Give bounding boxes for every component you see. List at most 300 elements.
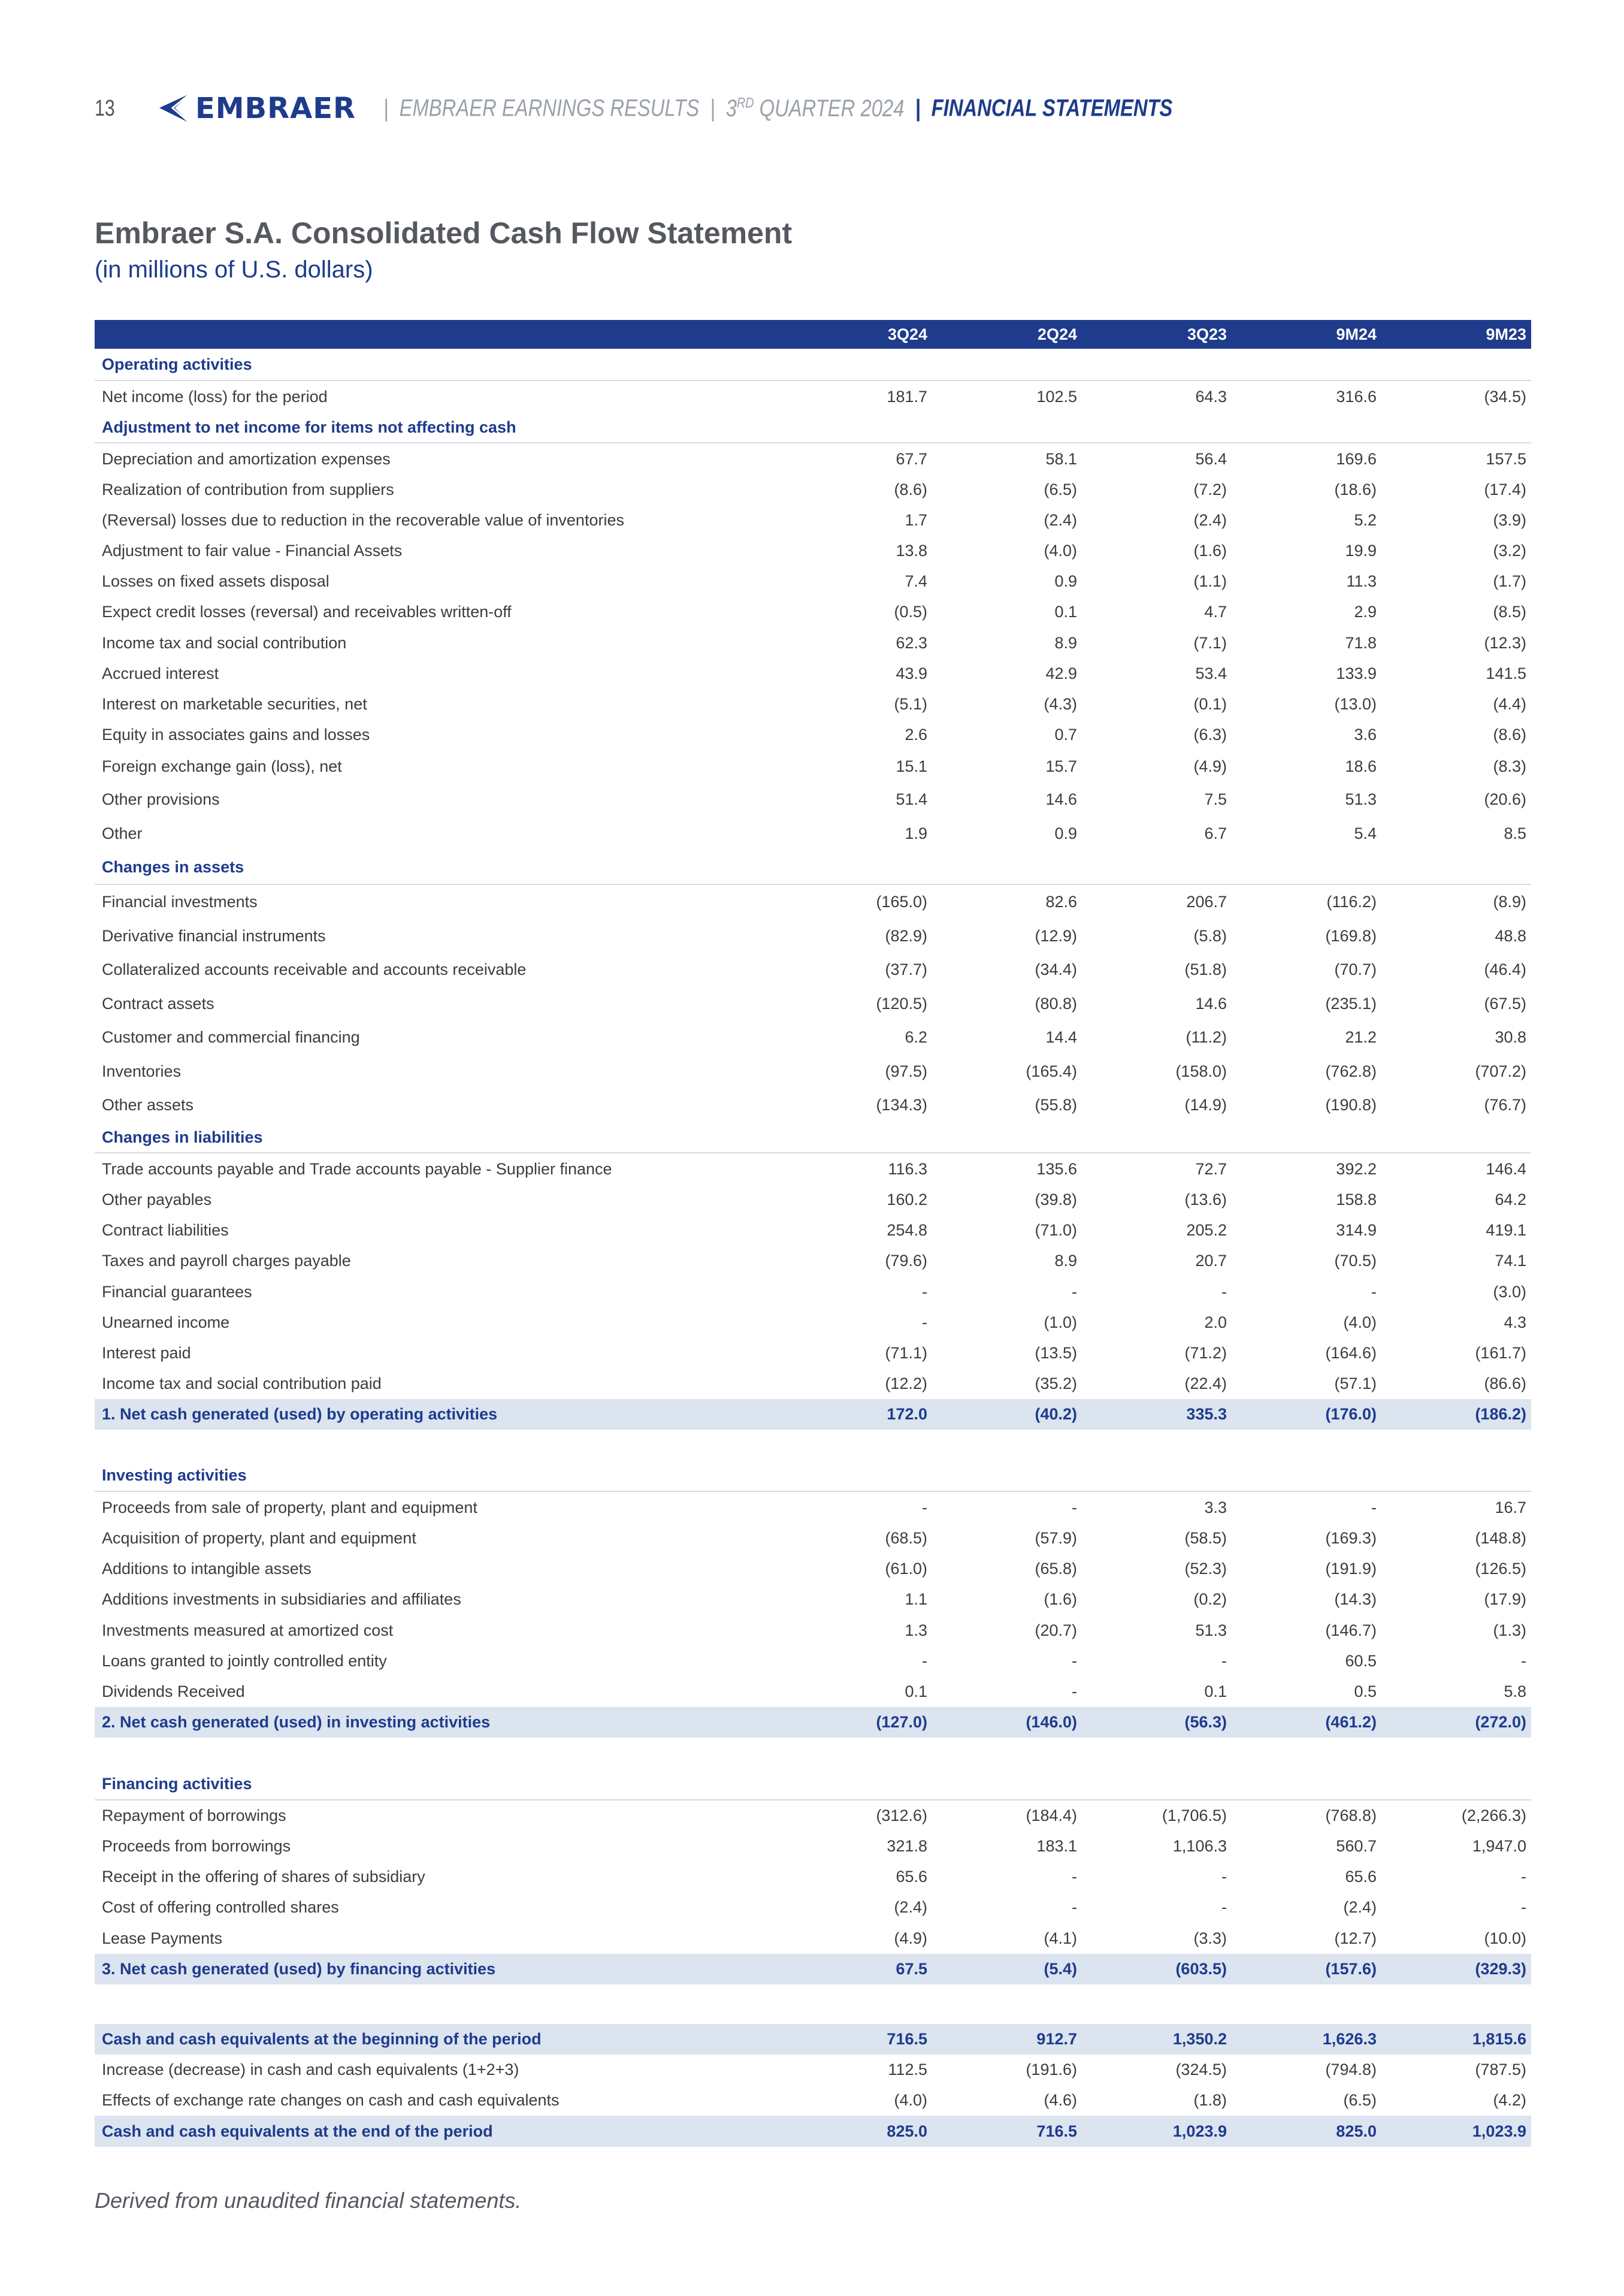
row-label: Repayment of borrowings [102, 1806, 286, 1824]
brand-name: EMBRAER [195, 92, 356, 125]
value-cell: (20.6) [1484, 790, 1526, 808]
value-cell: 30.8 [1495, 1028, 1526, 1046]
value-cell: 825.0 [1336, 2122, 1377, 2140]
value-cell: - [1072, 1282, 1077, 1301]
value-cell: (134.3) [876, 1096, 927, 1114]
value-cell: (10.0) [1484, 1929, 1526, 1947]
table-row [95, 953, 1531, 987]
table-row [95, 1800, 1531, 1831]
value-cell: (3.2) [1493, 542, 1526, 560]
column-header: 3Q24 [887, 325, 927, 343]
table-row [95, 2085, 1531, 2116]
table-row [95, 475, 1531, 505]
table-row [95, 720, 1531, 750]
spacer-row [95, 1984, 1531, 2024]
table-row [95, 1523, 1531, 1554]
breadcrumb-report: EMBRAER EARNINGS RESULTS [399, 95, 700, 122]
row-label: Trade accounts payable and Trade accounts payable - Supplier finance [102, 1159, 612, 1178]
value-cell: 19.9 [1345, 542, 1377, 560]
value-cell: 6.2 [905, 1028, 927, 1046]
value-cell: (55.8) [1035, 1096, 1077, 1114]
table-row [95, 1088, 1531, 1122]
value-cell: - [922, 1498, 927, 1516]
table-row [95, 919, 1531, 953]
table-row [95, 381, 1531, 412]
value-cell: (190.8) [1325, 1096, 1377, 1114]
value-cell: 62.3 [896, 633, 927, 652]
breadcrumb-quarter: 3RD QUARTER 2024 [725, 95, 905, 122]
row-label: Additions to intangible assets [102, 1560, 312, 1578]
table-row [95, 627, 1531, 658]
table-row [95, 1055, 1531, 1088]
table-row [95, 1246, 1531, 1276]
table-row [95, 1892, 1531, 1923]
value-cell: 51.3 [1345, 790, 1377, 808]
page-header [95, 87, 1348, 129]
value-cell: (5.1) [894, 695, 927, 713]
value-cell: (4.9) [894, 1929, 927, 1947]
row-label: Additions investments in subsidiaries and affiliates [102, 1590, 461, 1608]
value-cell: 0.1 [905, 1682, 927, 1700]
value-cell: 1,023.9 [1472, 2122, 1526, 2140]
table-row [95, 597, 1531, 627]
value-cell: 419.1 [1486, 1221, 1526, 1239]
value-cell: (116.2) [1326, 893, 1377, 911]
table-row [95, 1307, 1531, 1338]
value-cell: - [1221, 1652, 1227, 1670]
table-row [95, 1862, 1531, 1892]
value-cell: (71.0) [1035, 1221, 1077, 1239]
value-cell: 82.6 [1045, 893, 1077, 911]
value-cell: (79.6) [885, 1252, 927, 1270]
footnote: Derived from unaudited financial statements. [95, 2188, 522, 2213]
total-row [95, 2024, 1531, 2055]
value-cell: 314.9 [1336, 1221, 1377, 1239]
value-cell: (70.7) [1334, 960, 1377, 978]
value-cell: 65.6 [1345, 1868, 1377, 1886]
table-row [95, 1368, 1531, 1399]
value-cell: 60.5 [1345, 1652, 1377, 1670]
value-cell: 560.7 [1336, 1837, 1377, 1855]
table-row [95, 817, 1531, 850]
table-row [95, 1831, 1531, 1862]
value-cell: (71.1) [885, 1344, 927, 1362]
table-row [95, 1020, 1531, 1055]
value-cell: (68.5) [885, 1529, 927, 1547]
value-cell: (2.4) [1044, 511, 1077, 529]
row-label: Inventories [102, 1062, 182, 1080]
value-cell: 2.9 [1354, 603, 1377, 621]
value-cell: 7.5 [1204, 790, 1227, 808]
value-cell: (12.7) [1334, 1929, 1377, 1947]
value-cell: 181.7 [887, 387, 927, 406]
value-cell: 146.4 [1486, 1159, 1526, 1178]
row-label: Other [102, 824, 143, 842]
row-label: Cost of offering controlled shares [102, 1898, 339, 1916]
value-cell: (169.3) [1325, 1529, 1377, 1547]
value-cell: (8.5) [1493, 603, 1526, 621]
value-cell: (1.6) [1044, 1590, 1077, 1608]
value-cell: 11.3 [1346, 572, 1377, 590]
value-cell: (165.0) [876, 893, 927, 911]
value-cell: (57.9) [1035, 1529, 1077, 1547]
value-cell: 135.6 [1036, 1159, 1077, 1178]
breadcrumb-section: FINANCIAL STATEMENTS [931, 95, 1173, 122]
value-cell: (17.9) [1484, 1590, 1526, 1608]
table-row [95, 783, 1531, 817]
row-label: Cash and cash equivalents at the beginning of the period [102, 2030, 542, 2048]
row-label: Other payables [102, 1191, 212, 1209]
value-cell: (235.1) [1325, 994, 1377, 1013]
value-cell: - [1521, 1868, 1526, 1886]
value-cell: 48.8 [1495, 926, 1526, 945]
table-row [95, 1492, 1531, 1523]
row-label: Customer and commercial financing [102, 1028, 360, 1046]
value-cell: (127.0) [876, 1713, 927, 1731]
row-label: Accrued interest [102, 664, 219, 682]
table-row [95, 750, 1531, 783]
value-cell: 14.6 [1045, 790, 1077, 808]
value-cell: - [1221, 1282, 1227, 1301]
value-cell: - [1221, 1898, 1227, 1916]
row-label: 1. Net cash generated (used) by operating activities [102, 1405, 498, 1423]
row-label: Equity in associates gains and losses [102, 726, 370, 744]
value-cell: (164.6) [1325, 1344, 1377, 1362]
row-label: Derivative financial instruments [102, 926, 326, 945]
row-label: Lease Payments [102, 1929, 223, 1947]
value-cell: (11.2) [1186, 1028, 1227, 1046]
value-cell: - [1072, 1652, 1077, 1670]
value-cell: (3.9) [1493, 511, 1526, 529]
row-label: Contract liabilities [102, 1221, 229, 1239]
embraer-logo-icon [155, 90, 192, 127]
value-cell: (4.4) [1493, 695, 1526, 713]
value-cell: (22.4) [1184, 1374, 1227, 1392]
value-cell: 1.9 [905, 824, 927, 842]
value-cell: 8.5 [1504, 824, 1526, 842]
value-cell: 160.2 [887, 1191, 927, 1209]
section-row [95, 1122, 1531, 1153]
value-cell: (14.9) [1184, 1096, 1227, 1114]
row-label: Interest on marketable securities, net [102, 695, 367, 713]
value-cell: 5.8 [1504, 1682, 1526, 1700]
column-header: 3Q23 [1187, 325, 1227, 343]
value-cell: (4.3) [1044, 695, 1077, 713]
table-row [95, 1338, 1531, 1368]
value-cell: (97.5) [885, 1062, 927, 1080]
value-cell: 716.5 [887, 2030, 927, 2048]
value-cell: 316.6 [1336, 387, 1377, 406]
row-label: Investments measured at amortized cost [102, 1621, 394, 1639]
value-cell: (56.3) [1184, 1713, 1227, 1731]
section-row [95, 1460, 1531, 1492]
value-cell: (86.6) [1484, 1374, 1526, 1392]
value-cell: 0.1 [1054, 603, 1077, 621]
value-cell: 716.5 [1036, 2122, 1077, 2140]
value-cell: (1.0) [1044, 1313, 1077, 1331]
value-cell: - [1371, 1282, 1377, 1301]
value-cell: 72.7 [1195, 1159, 1227, 1178]
value-cell: 64.2 [1495, 1191, 1526, 1209]
value-cell: (461.2) [1325, 1713, 1377, 1731]
value-cell: (67.5) [1484, 994, 1526, 1013]
table-row [95, 1276, 1531, 1307]
value-cell: (4.0) [1343, 1313, 1377, 1331]
table-row [95, 1215, 1531, 1246]
value-cell: 157.5 [1486, 449, 1526, 468]
value-cell: 18.6 [1345, 757, 1377, 775]
value-cell: 1.1 [905, 1590, 927, 1608]
value-cell: (146.0) [1026, 1713, 1077, 1731]
value-cell: (8.3) [1493, 757, 1526, 775]
value-cell: (324.5) [1175, 2061, 1227, 2079]
page-number: 13 [95, 95, 115, 121]
value-cell: (70.5) [1334, 1252, 1377, 1270]
value-cell: (1.8) [1193, 2091, 1227, 2109]
value-cell: (6.5) [1044, 481, 1077, 499]
value-cell: 0.5 [1354, 1682, 1377, 1700]
value-cell: 65.6 [896, 1868, 927, 1886]
value-cell: (161.7) [1475, 1344, 1526, 1362]
column-header: 2Q24 [1037, 325, 1077, 343]
value-cell: - [1072, 1682, 1077, 1700]
value-cell: 43.9 [896, 664, 927, 682]
value-cell: 1,106.3 [1172, 1837, 1227, 1855]
value-cell: (4.9) [1193, 757, 1227, 775]
row-label: Investing activities [102, 1466, 247, 1484]
table-row [95, 566, 1531, 597]
value-cell: (4.0) [894, 2091, 927, 2109]
value-cell: (762.8) [1325, 1062, 1377, 1080]
value-cell: 183.1 [1036, 1837, 1077, 1855]
value-cell: 1,947.0 [1472, 1837, 1526, 1855]
value-cell: 67.7 [896, 449, 927, 468]
value-cell: (40.2) [1035, 1405, 1077, 1423]
row-label: Financial guarantees [102, 1282, 252, 1301]
row-label: Net income (loss) for the period [102, 387, 328, 406]
value-cell: (2.4) [1193, 511, 1227, 529]
value-cell: (76.7) [1484, 1096, 1526, 1114]
value-cell: (17.4) [1484, 481, 1526, 499]
value-cell: (65.8) [1035, 1560, 1077, 1578]
value-cell: (4.2) [1493, 2091, 1526, 2109]
value-cell: 3.3 [1204, 1498, 1227, 1516]
value-cell: 1.7 [905, 511, 927, 529]
value-cell: - [922, 1313, 927, 1331]
row-label: Income tax and social contribution paid [102, 1374, 382, 1392]
value-cell: - [922, 1652, 927, 1670]
row-label: Increase (decrease) in cash and cash equivalents (1+2+3) [102, 2061, 519, 2079]
value-cell: (1.6) [1193, 542, 1227, 560]
value-cell: 58.1 [1045, 449, 1077, 468]
row-label: Income tax and social contribution [102, 633, 347, 652]
value-cell: 335.3 [1186, 1405, 1227, 1423]
value-cell: (57.1) [1334, 1374, 1377, 1392]
value-cell: (329.3) [1475, 1960, 1526, 1978]
value-cell: 112.5 [888, 2061, 927, 2079]
row-label: Expect credit losses (reversal) and receivables written-off [102, 603, 512, 621]
table-row [95, 658, 1531, 689]
row-label: Other provisions [102, 790, 220, 808]
table-header-row [95, 320, 1531, 349]
row-label: 3. Net cash generated (used) by financing activities [102, 1960, 496, 1978]
value-cell: 825.0 [887, 2122, 927, 2140]
value-cell: (5.8) [1193, 926, 1227, 945]
table-row [95, 443, 1531, 475]
table-row [95, 1615, 1531, 1646]
value-cell: (12.9) [1035, 926, 1077, 945]
row-label: Effects of exchange rate changes on cash and cash equivalents [102, 2091, 560, 2109]
table-row [95, 1554, 1531, 1584]
value-cell: 8.9 [1054, 1252, 1077, 1270]
total-row [95, 1707, 1531, 1738]
value-cell: 206.7 [1186, 893, 1227, 911]
value-cell: 13.8 [896, 542, 927, 560]
value-cell: 14.4 [1045, 1028, 1077, 1046]
value-cell: (12.2) [885, 1374, 927, 1392]
row-label: Loans granted to jointly controlled entity [102, 1652, 387, 1670]
value-cell: 6.7 [1204, 824, 1227, 842]
table-body [95, 349, 1531, 2147]
value-cell: (7.2) [1193, 481, 1227, 499]
value-cell: - [1072, 1898, 1077, 1916]
value-cell: 2.0 [1204, 1313, 1227, 1331]
row-label: Proceeds from sale of property, plant and equipment [102, 1498, 477, 1516]
value-cell: 5.2 [1354, 511, 1377, 529]
total-row [95, 1954, 1531, 1984]
value-cell: (1.1) [1193, 572, 1227, 590]
value-cell: 1,815.6 [1472, 2030, 1526, 2048]
row-label: 2. Net cash generated (used) in investing activities [102, 1713, 491, 1731]
value-cell: 1,626.3 [1322, 2030, 1377, 2048]
value-cell: (312.6) [876, 1806, 927, 1824]
value-cell: (0.2) [1193, 1590, 1227, 1608]
value-cell: (52.3) [1184, 1560, 1227, 1578]
spacer-row [95, 1430, 1531, 1460]
section-row [95, 349, 1531, 381]
value-cell: (191.6) [1026, 2061, 1077, 2079]
value-cell: (20.7) [1035, 1621, 1077, 1639]
value-cell: (157.6) [1325, 1960, 1377, 1978]
value-cell: 205.2 [1186, 1221, 1227, 1239]
value-cell: 133.9 [1336, 664, 1377, 682]
table-row [95, 536, 1531, 566]
value-cell: 4.3 [1504, 1313, 1526, 1331]
table-row [95, 505, 1531, 536]
row-label: Taxes and payroll charges payable [102, 1252, 351, 1270]
table-row [95, 1153, 1531, 1185]
value-cell: (3.0) [1493, 1282, 1526, 1301]
value-cell: (7.1) [1193, 633, 1227, 652]
value-cell: 8.9 [1054, 633, 1077, 652]
value-cell: 116.3 [888, 1159, 927, 1178]
value-cell: - [922, 1282, 927, 1301]
page-title: Embraer S.A. Consolidated Cash Flow Statement [95, 216, 793, 250]
value-cell: 158.8 [1336, 1191, 1377, 1209]
spacer-row [95, 1738, 1531, 1768]
value-cell: (2,266.3) [1461, 1806, 1526, 1824]
table-row [95, 1584, 1531, 1615]
row-label: Interest paid [102, 1344, 191, 1362]
value-cell: 67.5 [896, 1960, 927, 1978]
embraer-logo [155, 90, 356, 127]
value-cell: 51.4 [896, 790, 927, 808]
value-cell: (787.5) [1475, 2061, 1526, 2079]
row-label: Collateralized accounts receivable and accounts receivable [102, 960, 527, 978]
value-cell: - [1371, 1498, 1377, 1516]
value-cell: - [1072, 1498, 1077, 1516]
value-cell: 42.9 [1045, 664, 1077, 682]
value-cell: 1.3 [905, 1621, 927, 1639]
value-cell: (4.6) [1044, 2091, 1077, 2109]
value-cell: (272.0) [1475, 1713, 1526, 1731]
value-cell: (1.3) [1493, 1621, 1526, 1639]
row-label: Other assets [102, 1096, 194, 1114]
value-cell: 0.7 [1054, 726, 1077, 744]
value-cell: 169.6 [1336, 449, 1377, 468]
value-cell: 15.7 [1045, 757, 1077, 775]
value-cell: (2.4) [1343, 1898, 1377, 1916]
row-label: (Reversal) losses due to reduction in the recoverable value of inventories [102, 511, 624, 529]
row-label: Foreign exchange gain (loss), net [102, 757, 342, 775]
value-cell: (6.3) [1193, 726, 1227, 744]
value-cell: (4.1) [1044, 1929, 1077, 1947]
value-cell: 2.6 [905, 726, 927, 744]
row-label: Receipt in the offering of shares of subsidiary [102, 1868, 425, 1886]
cash-flow-table [95, 320, 1531, 2147]
value-cell: (8.6) [894, 481, 927, 499]
value-cell: 56.4 [1195, 449, 1227, 468]
value-cell: (5.4) [1044, 1960, 1077, 1978]
row-label: Operating activities [102, 355, 252, 373]
value-cell: - [1221, 1868, 1227, 1886]
total-row [95, 2116, 1531, 2147]
table-row [95, 885, 1531, 919]
breadcrumb: | EMBRAER EARNINGS RESULTS | 3RD QUARTER 2024 | FINANCIAL STATEMENTS [383, 95, 1173, 122]
value-cell: (1,706.5) [1162, 1806, 1227, 1824]
value-cell: 912.7 [1036, 2030, 1077, 2048]
value-cell: (2.4) [894, 1898, 927, 1916]
row-label: Cash and cash equivalents at the end of the period [102, 2122, 493, 2140]
table-row [95, 689, 1531, 720]
value-cell: (12.3) [1484, 633, 1526, 652]
table-row [95, 987, 1531, 1020]
value-cell: (13.0) [1334, 695, 1377, 713]
value-cell: (1.7) [1493, 572, 1526, 590]
section-row [95, 850, 1531, 885]
value-cell: 3.6 [1354, 726, 1377, 744]
row-label: Adjustment to fair value - Financial Assets [102, 542, 403, 560]
value-cell: (169.8) [1325, 926, 1377, 945]
value-cell: (82.9) [885, 926, 927, 945]
value-cell: (51.8) [1184, 960, 1227, 978]
value-cell: (46.4) [1484, 960, 1526, 978]
value-cell: (71.2) [1184, 1344, 1227, 1362]
value-cell: (39.8) [1035, 1191, 1077, 1209]
value-cell: 71.8 [1345, 633, 1377, 652]
value-cell: (14.3) [1334, 1590, 1377, 1608]
row-label: Financing activities [102, 1774, 252, 1793]
value-cell: 392.2 [1336, 1159, 1377, 1178]
value-cell: 5.4 [1354, 824, 1377, 842]
value-cell: (6.5) [1343, 2091, 1377, 2109]
total-row [95, 1399, 1531, 1430]
value-cell: 15.1 [896, 757, 927, 775]
value-cell: 172.0 [887, 1405, 927, 1423]
row-label: Financial investments [102, 893, 258, 911]
value-cell: (0.5) [894, 603, 927, 621]
row-label: Contract assets [102, 994, 214, 1013]
